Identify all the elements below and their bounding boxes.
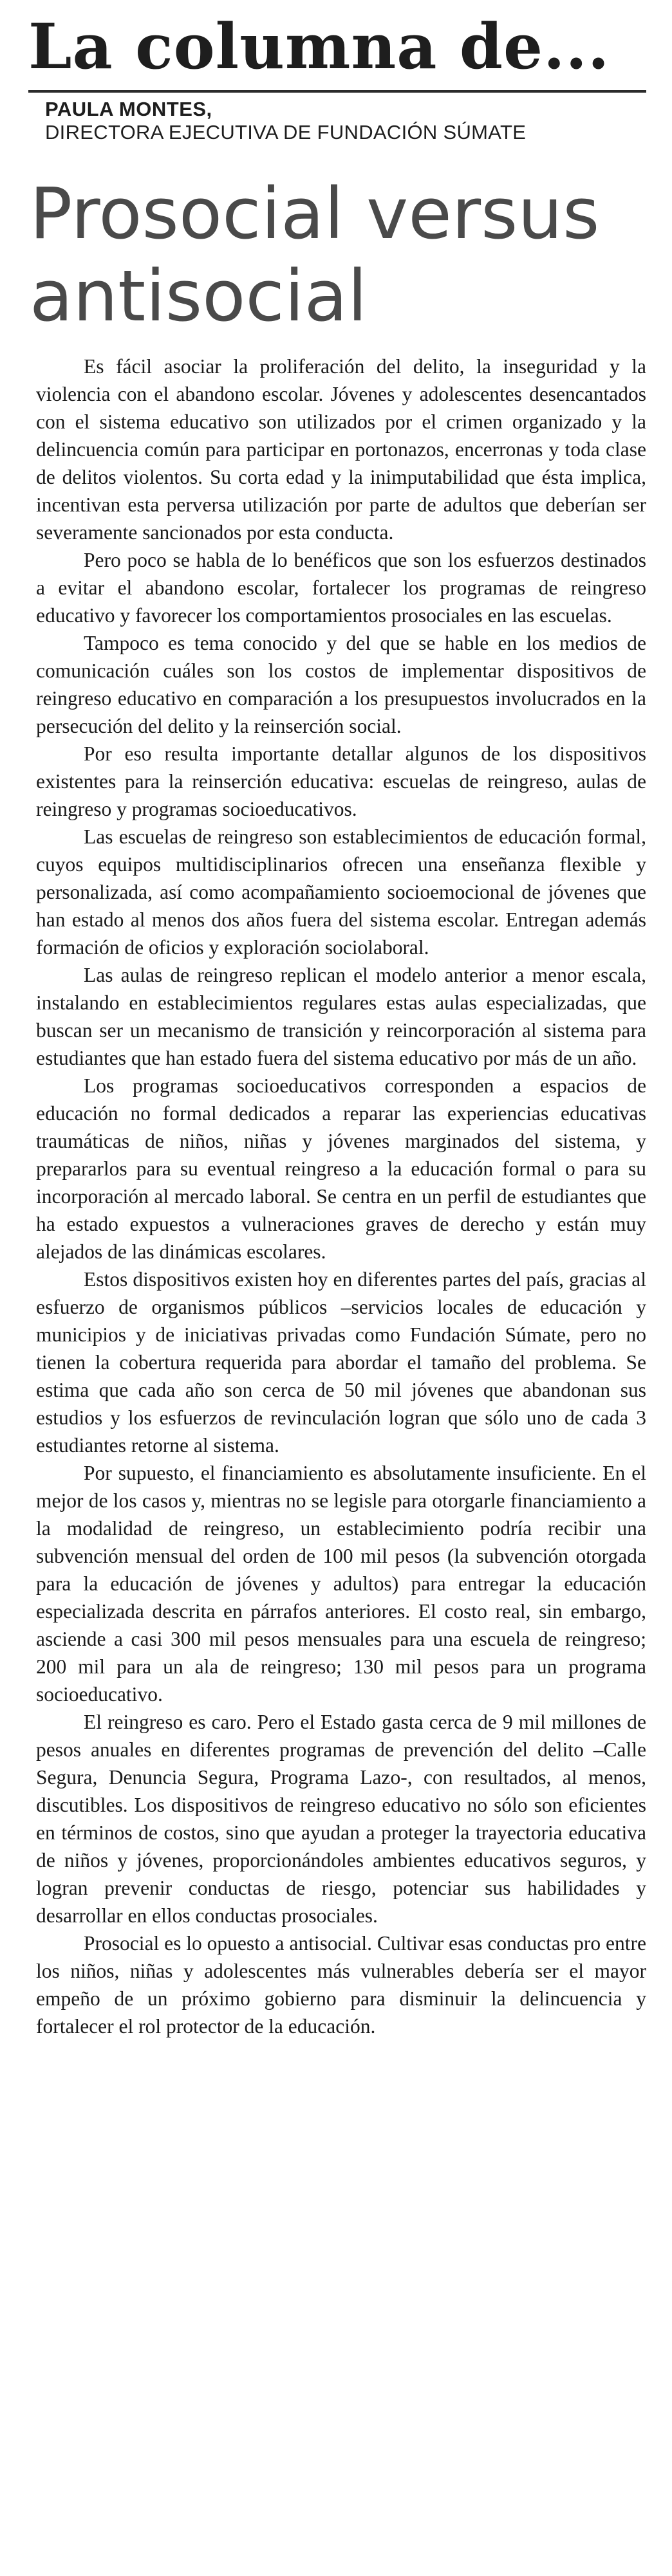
- article-paragraph: Por supuesto, el financiamiento es absolutamente insuficiente. En el mejor de los casos y, mientras no se legisle para otorgarle financiamiento a la modalidad de reingreso, un establecimiento podría recibir una subvención mensual del orden de 100 mil pesos (la subvención otorgada para la educación de jóvenes y adultos) para entregar la educación especializada descrita en párrafos anteriores. El costo real, sin embargo, asciende a casi 300 mil pesos mensuales para una escuela de reingreso; 200 mil para un ala de reingreso; 130 mil pesos para un programa socioeducativo.: [36, 1462, 646, 1706]
- article-paragraph: Estos dispositivos existen hoy en diferentes partes del país, gracias al esfuerzo de organismos públicos –servicios locales de educación y municipios y de iniciativas privadas como Fundación Súmate, pero no tienen la cobertura requerida para abordar el tamaño del problema. Se estima que cada año son cerca de 50 mil jóvenes que abandonan sus estudios y los esfuerzos de revinculación logran que sólo uno de cada 3 estudiantes retorne al sistema.: [36, 1268, 646, 1457]
- article-paragraph: Los programas socioeducativos corresponden a espacios de educación no formal dedicados a reparar las experiencias educativas traumáticas de niños, niñas y jóvenes marginados del sistema, y prepararlos para su eventual reingreso a la educación formal o para su incorporación al mercado laboral. Se centra en un perfil de estudiantes que ha estado expuestos a vulneraciones graves de derecho y están muy alejados de las dinámicas escolares.: [36, 1074, 646, 1263]
- article-paragraph: Las aulas de reingreso replican el modelo anterior a menor escala, instalando en establecimientos regulares estas aulas especializadas, que buscan ser un mecanismo de transición y reincorporación al sistema para estudiantes que han estado fuera del sistema educativo por más de un año.: [36, 964, 646, 1069]
- article-paragraph: Es fácil asociar la proliferación del delito, la inseguridad y la violencia con el abandono escolar. Jóvenes y adolescentes desencantados con el sistema educativo son utilizados por el crimen organizado y la delincuencia común para participar en portonazos, encerronas y toda clase de delitos violentos. Su corta edad y la inimputabilidad que ésta implica, incentivan esta perversa utilización por parte de adultos que deberían ser severamente sancionados por esta conducta.: [36, 355, 646, 544]
- byline: [45, 98, 644, 144]
- section-header: [28, 12, 646, 94]
- author-role: DIRECTORA EJECUTIVA DE FUNDACIÓN SÚMATE: [45, 121, 527, 143]
- header-divider: [28, 90, 646, 93]
- article-paragraph: Prosocial es lo opuesto a antisocial. Cultivar esas conductas pro entre los niños, niñas y adolescentes más vulnerables debería ser el mayor empeño de un próximo gobierno para disminuir la delincuencia y fortalecer el rol protector de la educación.: [36, 1932, 646, 2038]
- article-paragraph: Tampoco es tema conocido y del que se hable en los medios de comunicación cuáles son los costos de implementar dispositivos de reingreso educativo en comparación a los presupuestos involucrados en la persecución del delito y la reinserción social.: [36, 632, 646, 737]
- article-body: [36, 353, 646, 2040]
- article-headline: Prosocial versus antisocial: [30, 172, 600, 337]
- article-paragraph: El reingreso es caro. Pero el Estado gasta cerca de 9 mil millones de pesos anuales en diferentes programas de prevención del delito –Calle Segura, Denuncia Segura, Programa Lazo-, con resultados, al menos, discutibles. Los dispositivos de reingreso educativo no sólo son eficientes en términos de costos, sino que ayudan a proteger la trayectoria educativa de niños y jóvenes, proporcionándoles ambientes educativos seguros, y logran prevenir conductas de riesgo, potenciar sus habilidades y desarrollar en ellos conductas prosociales.: [36, 1711, 646, 1927]
- article-paragraph: Las escuelas de reingreso son establecimientos de educación formal, cuyos equipos multidisciplinarios ofrecen una enseñanza flexible y personalizada, así como acompañamiento socioemocional de jóvenes que han estado al menos dos años fuera del sistema escolar. Entregan además formación de oficios y exploración sociolaboral.: [36, 825, 646, 959]
- section-title: La columna de...: [28, 10, 610, 83]
- article-paragraph: Por eso resulta importante detallar algunos de los dispositivos existentes para la reinserción educativa: escuelas de reingreso, aulas de reingreso y programas socioeducativos.: [36, 742, 646, 820]
- author-name: PAULA MONTES,: [45, 98, 212, 120]
- article-paragraph: Pero poco se habla de lo benéficos que son los esfuerzos destinados a evitar el abandono escolar, fortalecer los programas de reingreso educativo y favorecer los comportamientos prosociales en las escuelas.: [36, 549, 646, 627]
